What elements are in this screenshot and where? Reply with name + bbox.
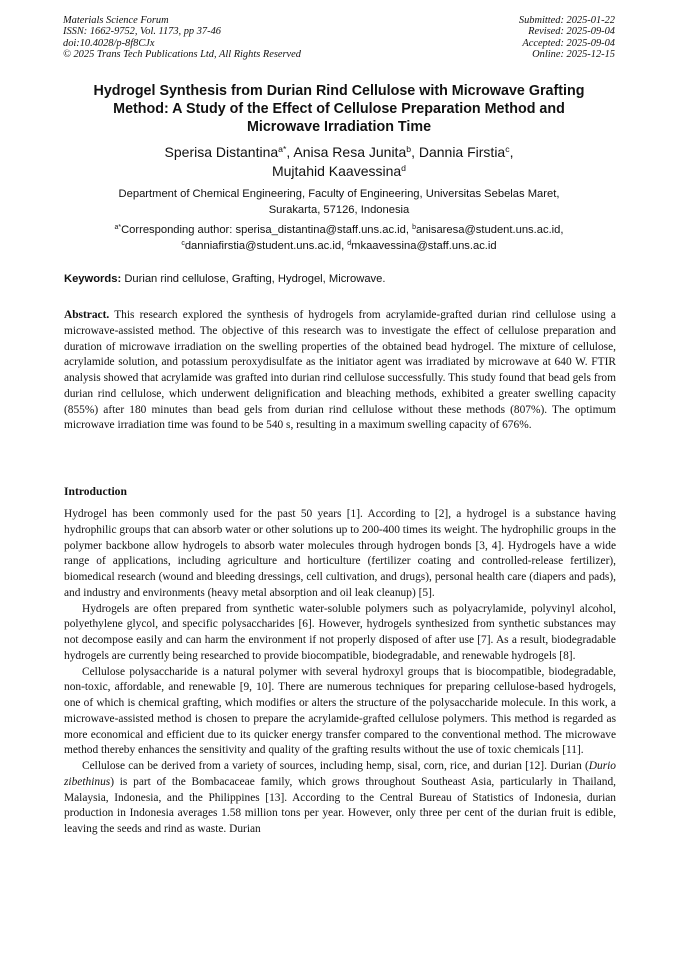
corresponding-label: Corresponding author: (121, 224, 236, 236)
journal-header-left (63, 15, 301, 61)
abstract (64, 308, 616, 434)
affiliation-line: Department of Chemical Engineering, Faculty of Engineering, Universitas Sebelas Maret, (118, 188, 560, 200)
email-link[interactable]: mkaavessina@staff.uns.ac.id (351, 240, 497, 252)
title-line: Microwave Irradiation Time (246, 119, 432, 135)
email-superscript: c (181, 240, 185, 248)
paragraph (64, 759, 616, 838)
abstract-text: This research explored the synthesis of hydrogels from acrylamide-grafted durian rind cellulose using a microwave-assisted method. The objective of this research was to investigate the effect of cellulose preparation and duration of microwave irradiation on the swelling properties of the obtained bead hydrogel. The mixture of cellulose, acrylamide solution, and potassium peroxydisulfate as the initiator agent was irradiated by microwave at 640 W. FTIR analysis showed that acrylamide was grafted into durian rind cellulose successfully. This study found that bead gels from durian rind cellulose, which underwent delignification and bleaching methods, exhibited a greater swelling capacity (855%) after 180 minutes than bead gels from durian rind cellulose without these methods (807%). The optimum microwave irradiation time was found to be 540 s, resulting in a maximum swelling capacity of 676%. (64, 309, 616, 432)
author-name: Dannia Firstia (418, 144, 506, 160)
author-superscript: a* (278, 144, 287, 155)
journal-header-right (519, 15, 615, 61)
species-name: Durio zibethinus (64, 760, 616, 788)
section-heading-introduction: Introduction (64, 485, 127, 498)
journal-name: Materials Science Forum (63, 15, 169, 26)
online-date: Online: 2025-12-15 (532, 49, 615, 61)
paper-title (50, 82, 628, 136)
issn-line: ISSN: 1662-9752, Vol. 1173, pp 37-46 (63, 26, 221, 38)
keywords (64, 272, 616, 287)
paragraph: Hydrogels are often prepared from synthetic water-soluble polymers such as polyacrylamide, polyvinyl alcohol, polyethylene glycol, and specific polysaccharides [6]. However, hydrogels synthesized from synthetic substances may not decompose easily and can harm the environment if not properly disposed of after use [7]. As a result, biodegradable hydrogels are currently being researched to provide biocompatible, biodegradable, and renewable hydrogels [8]. (64, 602, 616, 662)
accepted-date: Accepted: 2025-09-04 (522, 37, 615, 49)
author-name: Sperisa Distantina (164, 144, 279, 160)
author-superscript: c (505, 144, 510, 155)
paragraph-text: ) is part of the Bombacaceae family, which grows throughout Southeast Asia, particularly in Thailand, Malaysia, Indonesia, and the Philippines [13]. According to the Central Bureau of Statistics of Indonesia, durian production in Indonesia averages 1.58 million tons per year. However, only three per cent of the durian fruit is edible, leaving the seeds and rind as waste. Durian (64, 775, 616, 835)
affiliation-line: Surakarta, 57126, Indonesia (268, 204, 410, 216)
keywords-text: Durian rind cellulose, Grafting, Hydrogel, Microwave. (124, 273, 386, 285)
email-link[interactable]: danniafirstia@student.uns.ac.id (184, 240, 342, 252)
title-line: Method: A Study of the Effect of Cellulose Preparation Method and (113, 101, 565, 117)
email-link[interactable]: anisaresa@student.uns.ac.id (415, 224, 561, 236)
paragraph: Cellulose polysaccharide is a natural polymer with several hydroxyl groups that is biocompatible, biodegradable, non-toxic, affordable, and renewable [9, 10]. There are numerous techniques for preparing cellulose-based hydrogels, one of which is chemical grafting, which modifies or alters the structure of the polysaccharide molecule. In this work, a microwave-assisted method is chosen to prepare the acrylamide-grafted cellulose polymers. This method is regarded as more economical and efficient due to its quicker energy transfer compared to the conventional method. The microwave method thereby enhances the sensitivity and quality of the grafting results without the use of toxic chemicals [11]. (64, 665, 616, 757)
corresponding-line: $^c$danniafirstia@student.uns.ac.id, $^d$mkaavessina@staff.uns.ac.id (181, 240, 497, 252)
email-superscript: a* (114, 224, 122, 232)
email-superscript: d (347, 240, 352, 248)
abstract-label: Abstract. (64, 309, 110, 321)
author-superscript: b (406, 144, 412, 155)
affiliation (70, 186, 608, 218)
author-superscript: d (401, 162, 406, 173)
introduction-body (64, 507, 616, 838)
keywords-label: Keywords: (64, 273, 122, 285)
author-line: Sperisa Distantina$^{a*}$, Anisa Resa Junita$^b$, Dannia Firstia$^c$, (164, 144, 514, 160)
author-name: Mujtahid Kaavessina (271, 162, 402, 179)
paragraph: Hydrogel has been commonly used for the past 50 years [1]. According to [2], a hydrogel is a substance having hydrophilic groups that can absorb water or other solutions up to 200-400 times its weight. The hydrophilic groups in the polymer backbone allow hydrogels to absorb water molecules through hydrogen bonds [3, 4]. Hydrogels have a wide range of applications, including agriculture and horticulture (fertilizer coating and controlled-release fertilizer), biomedical research (wound and bleeding dressings, cell cultivation, and drugs), personal health care (diapers and pads), and industry and environments (heavy metal absorption and oil leak cleanup) [5]. (64, 508, 616, 599)
email-link[interactable]: sperisa_distantina@staff.uns.ac.id (235, 224, 406, 236)
paragraph-text: Cellulose can be derived from a variety of sources, including hemp, sisal, corn, rice, and durian [12]. Durian ( (82, 760, 589, 772)
copyright-line: © 2025 Trans Tech Publications Ltd, All Rights Reserved (63, 49, 301, 61)
title-line: Hydrogel Synthesis from Durian Rind Cellulose with Microwave Grafting (93, 83, 585, 99)
author-name: Anisa Resa Junita (293, 144, 407, 160)
email-superscript: b (412, 224, 416, 232)
submitted-date: Submitted: 2025-01-22 (518, 15, 615, 26)
author-list (70, 143, 608, 180)
corresponding-line: $^{a*}$Corresponding author: sperisa_distantina@staff.uns.ac.id, $^b$anisaresa@student.uns.ac.id, (114, 224, 564, 236)
revised-date: Revised: 2025-09-04 (528, 26, 615, 38)
corresponding-author (70, 222, 608, 254)
author-line (70, 162, 608, 181)
doi-line: doi:10.4028/p-8f8CJx (63, 37, 155, 49)
